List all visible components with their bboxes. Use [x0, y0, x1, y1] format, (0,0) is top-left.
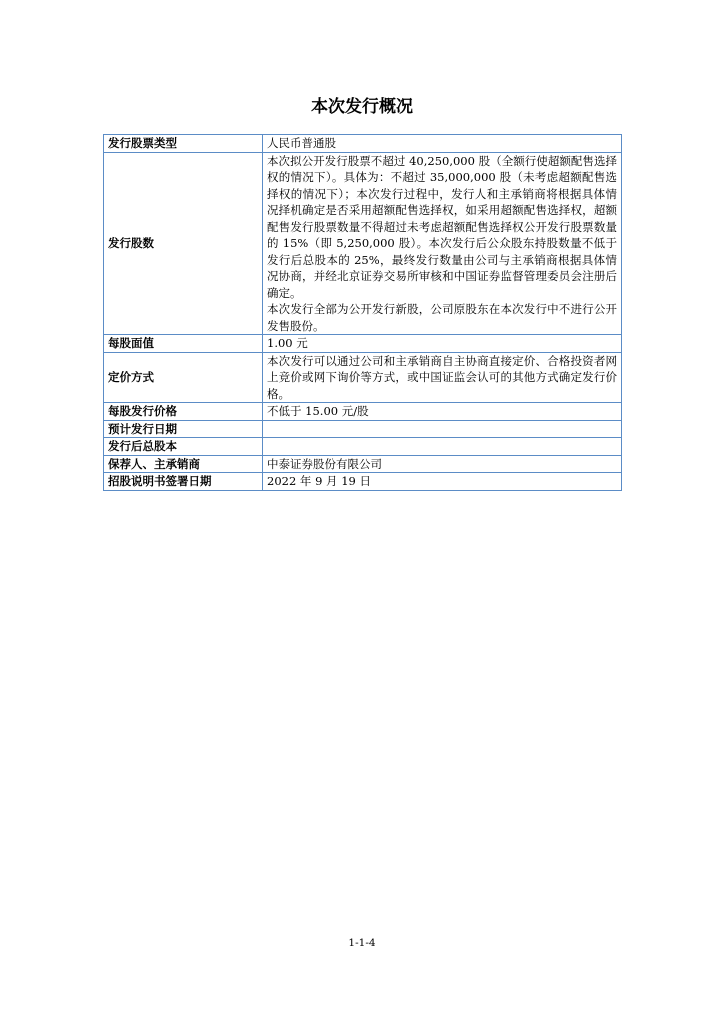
row-label-prospectus-date: 招股说明书签署日期: [104, 473, 263, 491]
row-value-issue-price: 不低于 15.00 元/股: [263, 403, 622, 421]
row-value-stock-type: 人民币普通股: [263, 135, 622, 153]
table-row: [104, 438, 622, 456]
row-label-issue-price: 每股发行价格: [104, 403, 263, 421]
row-label-sponsor-underwriter: 保荐人、主承销商: [104, 455, 263, 473]
row-label-expected-issue-date: 预计发行日期: [104, 420, 263, 438]
row-value-total-shares-after: [263, 438, 622, 456]
table-row: [104, 352, 622, 403]
row-value-pricing-method: 本次发行可以通过公司和主承销商自主协商直接定价、合格投资者网上竞价或网下询价等方式，或中国证监会认可的其他方式确定发行价格。: [263, 352, 622, 403]
table-row: [104, 135, 622, 153]
row-value-sponsor-underwriter: 中泰证券股份有限公司: [263, 455, 622, 473]
share-count-paragraph-2: 本次发行全部为公开发行新股，公司原股东在本次发行中不进行公开发售股份。: [267, 302, 617, 333]
table-row: [104, 403, 622, 421]
table-row: [104, 335, 622, 353]
row-label-pricing-method: 定价方式: [104, 352, 263, 403]
page-title: 本次发行概况: [311, 97, 413, 117]
page-number: 1-1-4: [348, 937, 376, 949]
share-count-paragraph-1: 本次拟公开发行股票不超过 40,250,000 股（全额行使超额配售选择权的情况下）。具体为：不超过 35,000,000 股（未考虑超额配售选择权的情况下）；本次发行过程中，发行人和主承销商将根据具体情况择机确定是否采用超额配售选择权，如采用超额配售选择权，超额配售发行股票数量不得超过未考虑超额配售选择权公开发行股票数量的 15%（即 5,250,000 股）。本次发行后公众股东持股数量不低于发行后总股本的 25%，最终发行数量由公司与主承销商根据具体情况协商，并经北京证券交易所审核和中国证券监督管理委员会注册后确定。: [267, 153, 617, 300]
table-row: [104, 455, 622, 473]
table-row: [104, 420, 622, 438]
row-value-expected-issue-date: [263, 420, 622, 438]
offering-summary-table: [103, 134, 622, 491]
row-value-prospectus-date: 2022 年 9 月 19 日: [263, 473, 622, 491]
table-row: [104, 152, 622, 335]
row-label-total-shares-after: 发行后总股本: [104, 438, 263, 456]
row-label-par-value: 每股面值: [104, 335, 263, 353]
table-row: [104, 473, 622, 491]
row-label-share-count: 发行股数: [104, 152, 263, 335]
row-value-par-value: 1.00 元: [263, 335, 622, 353]
row-value-share-count: [263, 152, 622, 335]
row-label-stock-type: 发行股票类型: [104, 135, 263, 153]
